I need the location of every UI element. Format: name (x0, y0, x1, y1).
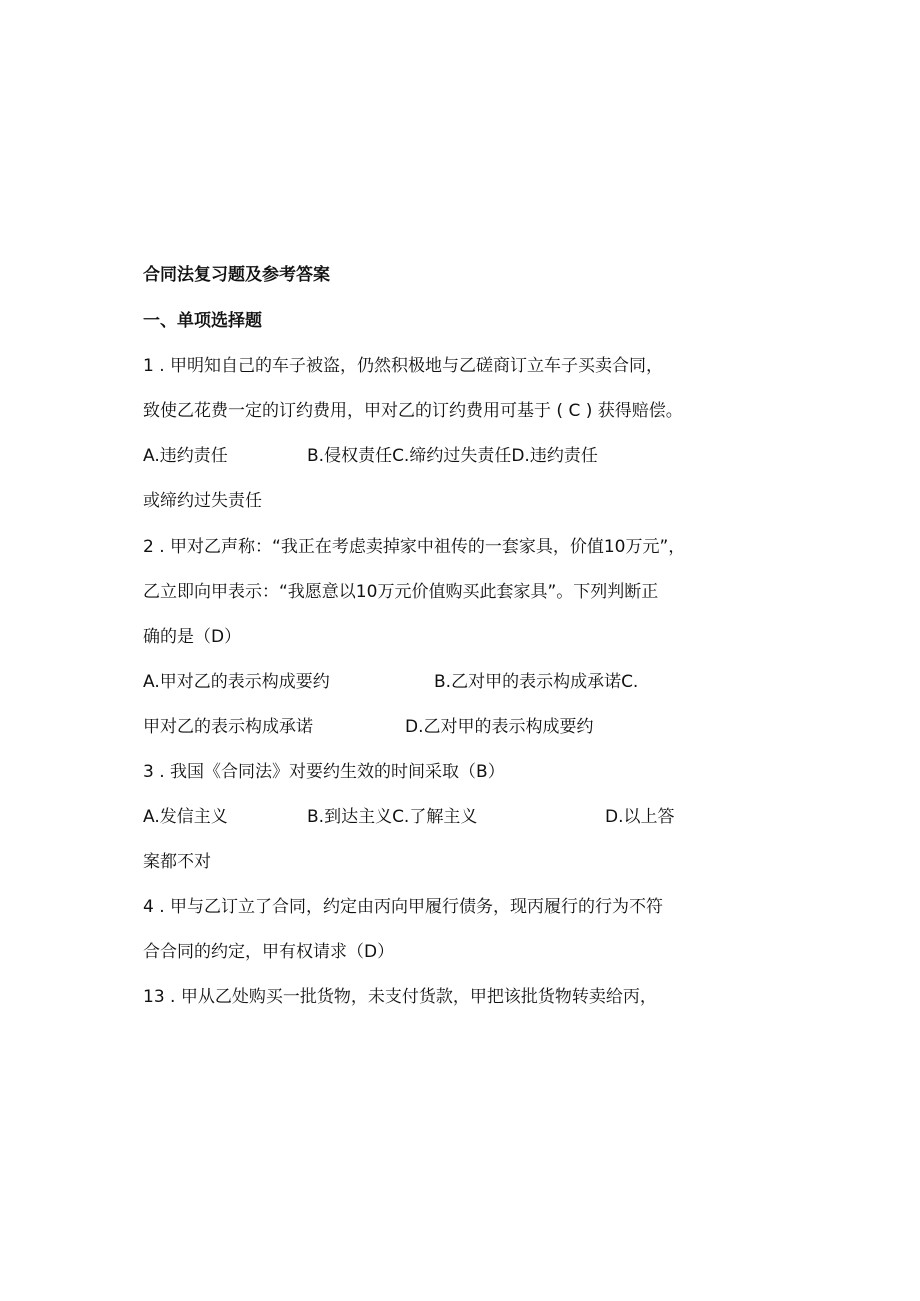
question-3-options (143, 805, 783, 829)
question-2-options-cont (143, 715, 783, 739)
question-2-option-a: A.甲对乙的表示构成要约 (143, 672, 330, 692)
question-1-line-1: 1 . 甲明知自己的车子被盗，仍然积极地与乙磋商订立车子买卖合同， (143, 356, 664, 376)
question-3-option-bc: B.到达主义C.了解主义 (307, 807, 478, 827)
question-4-line-1: 4 . 甲与乙订立了合同，约定由丙向甲履行债务，现丙履行的行为不符 (143, 897, 664, 917)
question-1-line-2: 致使乙花费一定的订约费用，甲对乙的订约费用可基于 ( C ) 获得赔偿。 (143, 401, 683, 421)
question-3-line-1: 3 . 我国《合同法》对要约生效的时间采取（B） (143, 762, 505, 782)
question-2-line-3: 确的是（D） (143, 627, 242, 647)
question-3-options-cont: 案都不对 (143, 852, 211, 872)
section-heading: 一、单项选择题 (143, 311, 262, 331)
question-2-line-2: 乙立即向甲表示：“我愿意以10万元价值购买此套家具”。下列判断正 (143, 582, 659, 602)
question-2-option-d: D.乙对甲的表示构成要约 (405, 717, 594, 737)
question-1-option-a: A.违约责任 (143, 446, 228, 466)
question-3-option-a: A.发信主义 (143, 807, 228, 827)
question-4-line-2: 合合同的约定，甲有权请求（D） (143, 942, 395, 962)
question-13-line-1: 13 . 甲从乙处购买一批货物，未支付货款，甲把该批货物转卖给丙， (143, 987, 657, 1007)
question-2-line-1: 2 . 甲对乙声称：“我正在考虑卖掉家中祖传的一套家具，价值10万元”， (143, 537, 686, 557)
document-title: 合同法复习题及参考答案 (143, 265, 330, 285)
question-3-option-d: D.以上答 (605, 807, 675, 827)
question-1-options-cont: 或缔约过失责任 (143, 491, 262, 511)
question-2-options (143, 670, 783, 694)
question-2-option-c-cont: 甲对乙的表示构成承诺 (143, 717, 313, 737)
question-1-options (143, 444, 783, 468)
question-1-option-bcd: B.侵权责任C.缔约过失责任D.违约责任 (307, 446, 598, 466)
question-2-option-bc: B.乙对甲的表示构成承诺C. (434, 672, 639, 692)
